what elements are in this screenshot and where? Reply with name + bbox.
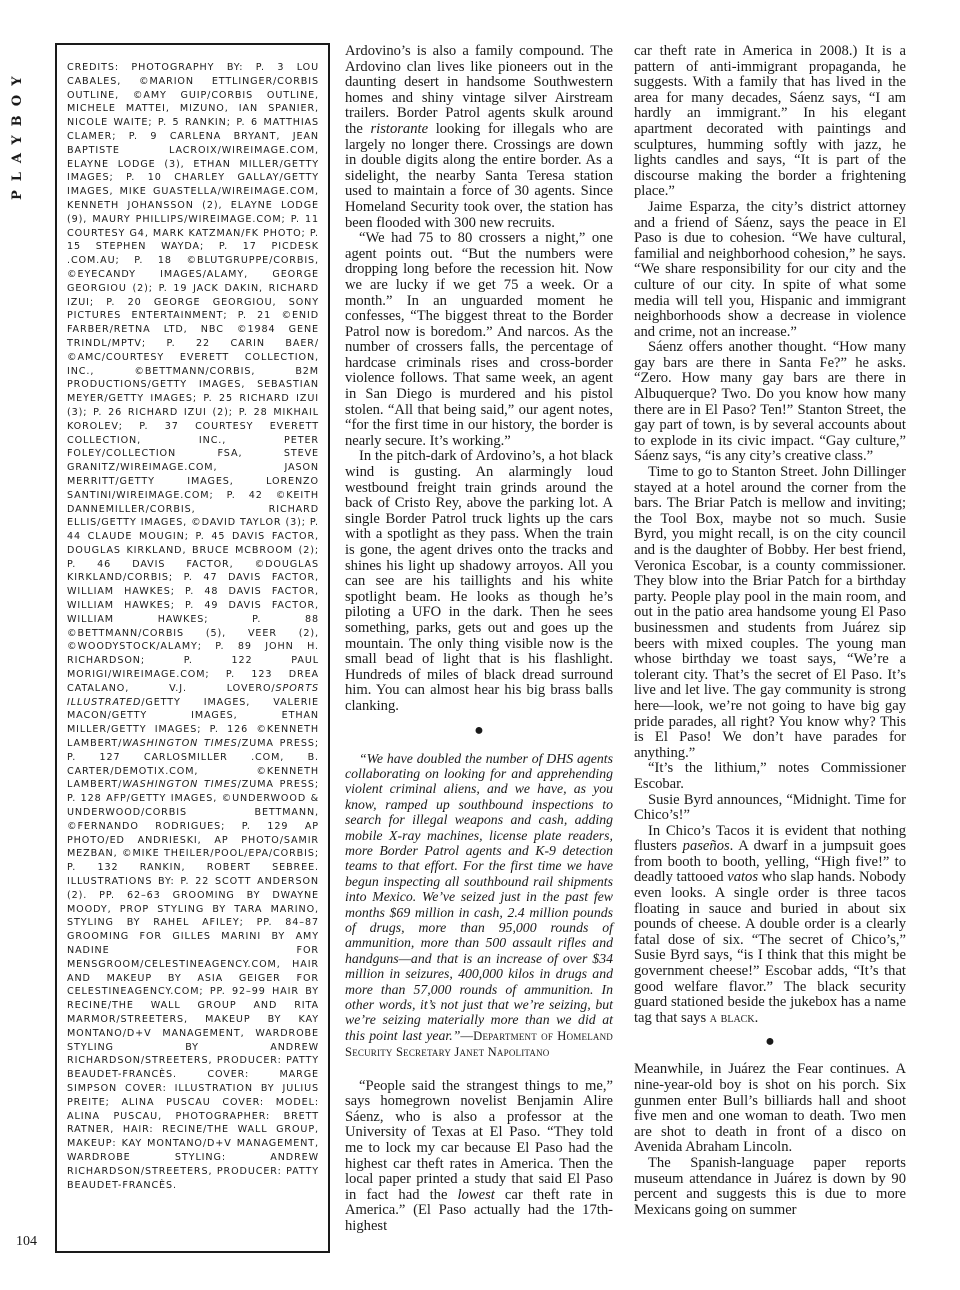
photo-credits-text: CREDITS: PHOTOGRAPHY BY: P. 3 LOU CABALES, ©MARION ETTLINGER/CORBIS OUTLINE, ©AMY GUIP/CORBIS OUTLINE, MICHELE MATTEI, MIZUNO, IAN SPANIER, NICOLE WAITE; P. 5 RANKIN; P. 6 MATTHIAS CLAMER; P. 9 CARLENA BRYANT, JEAN BAPTISTE LACROIX/WIREIMAGE.COM, ELAYNE LODGE (3), ETHAN MILLER/GETTY IMAGES; P. 10 CHARLEY GALLAY/GETTY IMAGES, MIKE GUASTELLA/WIREIMAGE.COM, KENNETH JOHANSSON (2), ELAYNE LODGE (9), MAURY PHILLIPS/WIREIMAGE.COM; P. 11 COURTESY G4, MARK KATZMAN/FK PHOTO; P. 15 STEPHEN WAYDA; P. 17 PICDESK .COM.AU; P. 18 ©BLUTGRUPPE/CORBIS, ©EYECANDY IMAGES/ALAMY, GEORGE GEORGIOU (2); P. 19 JACK DAKIN, RICHARD IZUI; P. 20 GEORGE GEORGIOU, SONY PICTURES ENTERTAINMENT; P. 21 ©ENID FARBER/RETNA LTD, NBC ©1984 GENE TRINDL/MPTV; P. 22 CARIN BAER/©AMC/COURTESY EVERETT COLLECTION, INC., ©BETTMANN/CORBIS, B2M PRODUCTIONS/GETTY IMAGES, SEBASTIAN MEYER/GETTY IMAGES; P. 25 RICHARD IZUI (3); P. 26 RICHARD IZUI (2); P. 28 MIKHAIL KOROLEV; P. 37 COURTESY EVERETT COLLECTION, INC., PETER FOLEY/COLLECTION FSA, STEVE GRANITZ/WIREIMAGE.COM, JASON MERRITT/GETTY IMAGES, LORENZO SANTINI/WIREIMAGE.COM; P. 42 ©KEITH DANNEMILLER/CORBIS, RICHARD ELLIS/GETTY IMAGES, ©DAVID TAYLOR (3); P. 44 CLAUDE MOUGIN; P. 45 DAVIS FACTOR, DOUGLAS KIRKLAND, BRUCE MCBROOM (2); P. 46 DAVIS FACTOR, ©DOUGLAS KIRKLAND/CORBIS; P. 47 DAVIS FACTOR, WILLIAM HAWKES; P. 48 DAVIS FACTOR, WILLIAM HAWKES; P. 49 DAVIS FACTOR, WILLIAM HAWKES; P. 88 ©BETTMANN/CORBIS (5), VEER (2), ©WOODYSTOCK/ALAMY; P. 89 JOHN H. RICHARDSON; P. 122 PAUL MORIGI/WIREIMAGE.COM; P. 123 DREA CATALANO, V.J. LOVERO/SPORTS ILLUSTRATED/GETTY IMAGES, VALERIE MACON/GETTY IMAGES, ETHAN MILLER/GETTY IMAGES; P. 126 ©KENNETH LAMBERT/WASHINGTON TIMES/ZUMA PRESS; P. 127 CARLOSMILLER .COM, B. CARTER/DEMOTIX.COM, ©KENNETH LAMBERT/WASHINGTON TIMES/ZUMA PRESS; P. 128 AFP/GETTY IMAGES, ©UNDERWOOD & UNDERWOOD/CORBIS BETTMANN, ©FERNANDO RODRIGUES; P. 129 AP PHOTO/ED ANDRIESKI, AP PHOTO/SAMIR MEZBAN, ©MIKE THEILER/POOL/EPA/CORBIS; P. 132 RANKIN, ROBERT SEBREE. ILLUSTRATIONS BY: P. 22 SCOTT ANDERSON (2). PP. 62–63 GROOMING BY DWAYNE MOODY, PROP STYLING BY TARA MARINO, STYLING BY RAHEL AFILEY; PP. 84–87 GROOMING FOR GILLES MARINI BY AMY NADINE FOR MENSGROOM/CELESTINEAGENCY.COM, HAIR AND MAKEUP BY ASIA GEIGER FOR CELESTINEAGENCY.COM; PP. 92–99 HAIR BY RECINE/THE WALL GROUP AND RITA MARMOR/STREETERS, MAKEUP BY KAY MONTANO/D+V MANAGEMENT, WARDROBE STYLING BY ANDREW RICHARDSON/STREETERS, PRODUCER: PATTY BEAUDET-FRANCÈS. COVER: MARGE SIMPSON COVER: ILLUSTRATION BY JULIUS PREITE; ALINA PUSCAU COVER: MODEL: ALINA PUSCAU, PHOTOGRAPHER: BRETT RATNER, HAIR: RECINE/THE WALL GROUP, MAKEUP: KAY MONTANO/D+V MANAGEMENT, WARDROBE STYLING: ANDREW RICHARDSON/STREETERS, PRODUCER: PATTY BEAUDET-FRANCÈS. xyxy=(67,62,319,1191)
article-paragraph: The Spanish-language paper reports museum attendance in Juárez is down by 90 percent and suggests this is due to more Mexicans going on summer xyxy=(634,1154,906,1218)
section-bullet: ● xyxy=(474,721,484,739)
article-column-1 xyxy=(345,44,613,1235)
article-paragraph: Sáenz offers another thought. “How many gay bars are there in Santa Fe?” he asks. “Zero. How many gay bars are there in Albuquerque? Two. Do you know how many there are in El Paso? Ten!” Stanton Street, the gay part of town, is by several accounts about to explode in its civic impact. “Gay culture,” Sáenz says, “is any city’s creative class.” xyxy=(634,339,906,465)
section-bullet: ● xyxy=(765,1033,775,1051)
article-paragraph: In Chico’s Tacos it is evident that nothing flusters paseños. A dwarf in a jumpsuit goes from booth to booth, yelling, “High five!” to deadly tattooed vatos who slap hands. Nobody even looks. A single order is three tacos floating in sauce and buried in about six pounds of cheese. A double order is a clearly fatal dose of six. “The secret of Chico’s,” Susie Byrd says, “is I think that this might be government cheese!” Escobar adds, “It’s that good welfare flavor.” The black security guard stationed beside the jukebox has a name tag that says a black. xyxy=(634,822,906,1026)
article-paragraph: Meanwhile, in Juárez the Fear continues. A nine-year-old boy is shot on his porch. Six gunmen enter Bull’s billiards hall and shoot five men and one woman to death. Two men are shot to death in front of a disco on Avenida Abraham Lincoln. xyxy=(634,1061,906,1156)
article-paragraph: “It’s the lithium,” notes Commissioner Escobar. xyxy=(634,760,906,792)
article-paragraph: Ardovino’s is also a family compound. The Ardovino clan lives like pioneers out in the daunting desert in handsome Southwestern homes and shiny vintage silver Airstream trailers. Border Patrol agents skulk around the ristorante looking for illegals who are largely no longer there. Crossings are down in double digits along the entire border. As a sidelight, the nearby Santa Teresa station used to maintain a force of 30 agents. Since Homeland Security took over, the station has been flooded with 300 new recruits. xyxy=(345,43,613,231)
page-number: 104 xyxy=(16,1234,37,1249)
article-paragraph: car theft rate in America in 2008.) It is a pattern of anti-immigrant propaganda, he suggests. With a family that has lived in the area for many decades, Sáenz says, “I am hardly an immigrant.” In his elegant apartment decorated with paintings and sculptures, humming softly with jazz, he lights candles and says, “It is part of the discourse making the border a frightening place.” xyxy=(634,43,906,200)
article-paragraph: Susie Byrd announces, “Midnight. Time for Chico’s!” xyxy=(634,791,906,824)
pull-quote: “We have doubled the number of DHS agents collaborating on looking for and apprehending violent criminal aliens, and we have, as you know, ramped up southbound inspections to search for illegal weapons and cash, adding mobile X-ray machines, license plate readers, more Border Patrol agents and K-9 detection teams to that effort. For the first time we have begun inspecting all southbound rail shipments into Mexico. We’ve seized just in the past few months $69 million in cash, 2.4 million pounds of drugs, more than 95,000 rounds of ammunition, more than 500 assault rifles and handguns—and that is an increase of over $34 million in seizures, 400,000 kilos in drugs and more than 57,000 rounds of ammunition. In other words, it’s not just that we’re seizing, but we’re seizing materially more than we did at this point last year.”—Department of Homeland Security Secretary Janet Napolitano xyxy=(345,750,613,1060)
article-column-2 xyxy=(634,44,906,1218)
article-paragraph: Time to go to Stanton Street. John Dillinger stayed at a hotel around the corner from the bars. The Briar Patch is mellow and inviting; the Tool Box, maybe not so much. Susie Byrd, you might recall, is on the city council and is the daughter of Bobby. Her best friend, Veronica Escobar, is a county commissioner. They blow into the Briar Patch for a birthday party. People play pool in the main room, and out in the patio area handsome young El Paso businessmen and students from Juárez sip beers with mixed couples. The young man whose birthday we toast says, “We’re a tolerant city. That’s the secret of El Paso. It’s live and let live. The gay community is strong here—look, we’re not going to have big gay pride parades, all right? You know why? This is El Paso! We don’t have parades for anything.” xyxy=(634,464,906,761)
article-paragraph: “People said the strangest things to me,” says homegrown novelist Benjamin Alire Sáenz, who is also a professor at the University of Texas at El Paso. “They told me to lock my car because El Paso had the highest car theft rates in America. Then the local paper printed a study that said El Paso in fact had the lowest car theft rate in America.” (El Paso actually had the 17th-highest xyxy=(345,1077,614,1234)
masthead-playboy: PLAYBOY xyxy=(10,67,25,200)
article-paragraph: Jaime Esparza, the city’s district attorney and a friend of Sáenz, says the peace in El Paso is due to cohesion. “We have cultural, familial and neighborhood cohesion,” he says. “We share responsibility for our city and the culture of our city. In spite of what some media will tell you, Hispanic and immigrant neighborhoods show a decrease in violence and crime, not an increase.” xyxy=(634,198,906,340)
quote-attribution: —Department of Homeland Security Secretary Janet Napolitano xyxy=(345,1028,613,1060)
article-paragraph: In the pitch-dark of Ardovino’s, a hot black wind is gusting. An alarmingly loud westbound freight train grinds around the back of Cristo Rey, above the parking lot. A single Border Patrol truck lights up the cars with a spotlight as they pass. When the train is gone, the agent drives onto the tracks and shines his light up shadowy arroyos. All you can see are his taillights and his white spotlight beam. He looks as though he’s piloting a UFO in the dark. Then he sees something, parks, gets out and goes up the mountain. The only thing visible now is the small bead of light that is his flashlight. Hundreds of miles of black dread surround him. You can almost hear his big brass balls clanking. xyxy=(345,448,613,714)
photo-credits-box xyxy=(55,43,330,1253)
article-paragraph: “We had 75 to 80 crossers a night,” one agent points out. “But the numbers were dropping long before the recession hit. Now we are lucky if we get 75 a week. Or a month.” In an unguarded moment he confesses, “The biggest threat to the Border Patrol now is boredom.” And narcos. As the number of crossers falls, the percentage of hardcase criminals rises and cross-border violence follows. That same week, an agent in San Diego is murdered and his pistol stolen. “All that being said,” our agent notes, “for the first time in our history, the border is nearly secure. It’s working.” xyxy=(345,230,613,449)
